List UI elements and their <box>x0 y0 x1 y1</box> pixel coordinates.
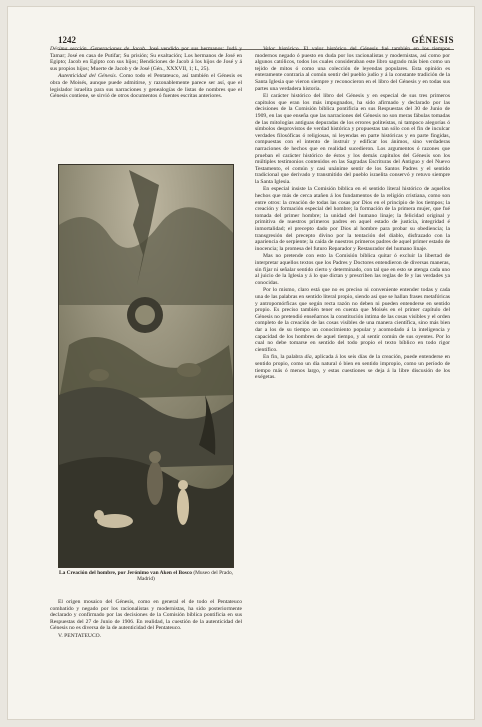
paragraph: El carácter histórico del libro del Génesis y en especial de sus tres primeros capítulos que eran los más impugnados, ha sido afirmado y declarado por las decisiones de la Comisión bíblica pontificia en sus Respuestas del 30 de Junio de 1909, en las que enseña que las narraciones del Génesis no son meras fábulas tomadas de las mitologías antiguas depuradas de los errores politeístas, ni tampoco alegorías ó símbolos desprovistos de verdad histórica y propuestas tan sólo con el fin de inculcar verdades filosóficas ó religiosas, ni leyendas en parte históricas y en parte fingidas, compuestas con el intento de instruir y edificar los ánimos, sino verdaderas narraciones de hechos que en realidad sucedieron. Los argumentos ó razones que prueban el carácter histórico de éstos y los demás capítulos del Génesis son los múltiples testimonios contenidos en las Sagradas Escrituras del Antiguo y del Nuevo Testamento, el común y casi unánime sentir de los Santos Padres y el sentido tradicional que derivado y transmitido del pueblo israelita conservó y retuvo siempre la Santa Iglesia. <box>255 93 450 185</box>
paragraph: Mas no pretende con esto la Comisión bíblica quitar ó excluir la libertad de interpretar aquellos textos que los Padres y Doctores entendieron de diversas maneras, sin fijar ni señalar sentido cierto y determinado, con tal que en esto se atenga cada uno al juicio de la Iglesia y á lo que dictan y prescriben las reglas de fe y las verdades ya conocidas. <box>255 253 450 286</box>
paragraph: El origen mosaico del Génesis, como en general el de todo el Pentateuco combatido y negado por los racionalistas y modernistas, ha sido posteriormente declarado y confirmado por las decisiones de la Comisión bíblica pontificia en sus Respuestas del 27 de Junio de 1906. En realidad, la cuestión de la autenticidad del Génesis no es diversa de la de autenticidad del Pentateuco. <box>50 599 242 632</box>
paragraph: Autenticidad del Génesis. Como todo el Pentateuco, así también el Génesis es obra de Moisés, aunque puede admitirse, y razonablemente parece ser así, que el legislador israelita para sus narraciones y genealogías de listas de nombres que el Génesis contiene, se sirvió de otros documentos ó fuentes escritas anteriores. <box>50 73 242 100</box>
figure-caption <box>50 570 242 583</box>
paragraph: V. PENTATEUCO. <box>58 632 102 639</box>
painting-creation-of-man <box>58 164 234 568</box>
paragraph: En especial insiste la Comisión bíblica en el sentido literal histórico de aquellos hechos que más de cerca atañen á los fundamentos de la religión cristiana, como son entre otros: la creación de todas las cosas por Dios en el principio de los tiempos; la creación y formación especial del hombre; la formación de la primera mujer, que fué tomada del primer hombre; la unidad del humano linaje; la felicidad original y primitiva de nuestros primeros padres en aquel estado de justicia, integridad é inmortalidad; el precepto dado por Dios al hombre para probar su obediencia; la transgresión del precepto divino por la tentación del diablo, disfrazado con la apariencia de serpiente; la caída de nuestros primeros padres de aquel primer estado de inocencia; la promesa del futuro Reparador y Restaurador del humano linaje. <box>255 186 450 252</box>
left-column-bottom <box>50 599 242 699</box>
paragraph: Décima sección. Generaciones de Jacob. José vendido por sus hermanos: Judá y Tamar; José en casa de Putifar; Su prisión; Su exaltación; Los hermanos de José en Egipto; Jacob en Egipto con sus hijos; Bendiciones de Jacob á los hijos de José y á sus propios hijos; Muerte de Jacob y de José (Gén., XXXVII, 1; L, 25). <box>50 46 242 72</box>
right-column <box>255 46 450 696</box>
left-column-top <box>50 46 242 162</box>
caption-title: La Creación del hombre, por Jerónimo van Aken el Bosco <box>58 570 192 576</box>
paragraph: Por lo mismo, claro está que no es preciso ni conveniente entender todas y cada una de las palabras en sentido literal propio, siendo así que se hallan frases metafóricas y antropomórficas que según recta razón no deben ni pueden entenderse en sentido propio. Es preciso también tener en cuenta que Moisés en el primer capítulo del Génesis no pretendió enseñarnos la constitución íntima de las cosas visibles y el orden completo de la creación de las cosas visibles de una manera científica, sino más bien dar a los de su tiempo un conocimiento popular y acomodado á la inteligencia y capacidad de los hombres de aquel tiempo, y al sentir común de sus oyentes. Por lo cual no debe tomarse en sentido del todo propio el texto bíblico en todo rigor científico. <box>255 287 450 353</box>
paragraph: Valor histórico. El valor histórico del Génesis fué también en los tiempos modernos negado ó puesto en duda por los racionalistas y modernistas, así como por algunos católicos, todos los cuales consideraban este libro sagrado más bien como un tejido de mitos ó como una colección de leyendas populares. Esta opinión es enteramente contraria al común sentir del pueblo judío y á la constante tradición de la Santa Iglesia que vieron siempre y reconocieron en el libro del Génesis y en todas sus partes una verdadera historia. <box>255 46 450 92</box>
painting-illustration <box>59 165 234 568</box>
paragraph: En fin, la palabra día, aplicada á los seis días de la creación, puede entenderse en sentido propio, como un día natural ó bien en sentido impropio, como un período de tiempo más ó menos largo, y estas cuestiones se deja á la libre discusión de los exégetas. <box>255 354 450 381</box>
page-number: 1242 <box>58 35 76 45</box>
caption-location: (Museo del Prado, Madrid) <box>137 570 233 583</box>
running-title: GÉNESIS <box>411 35 454 45</box>
